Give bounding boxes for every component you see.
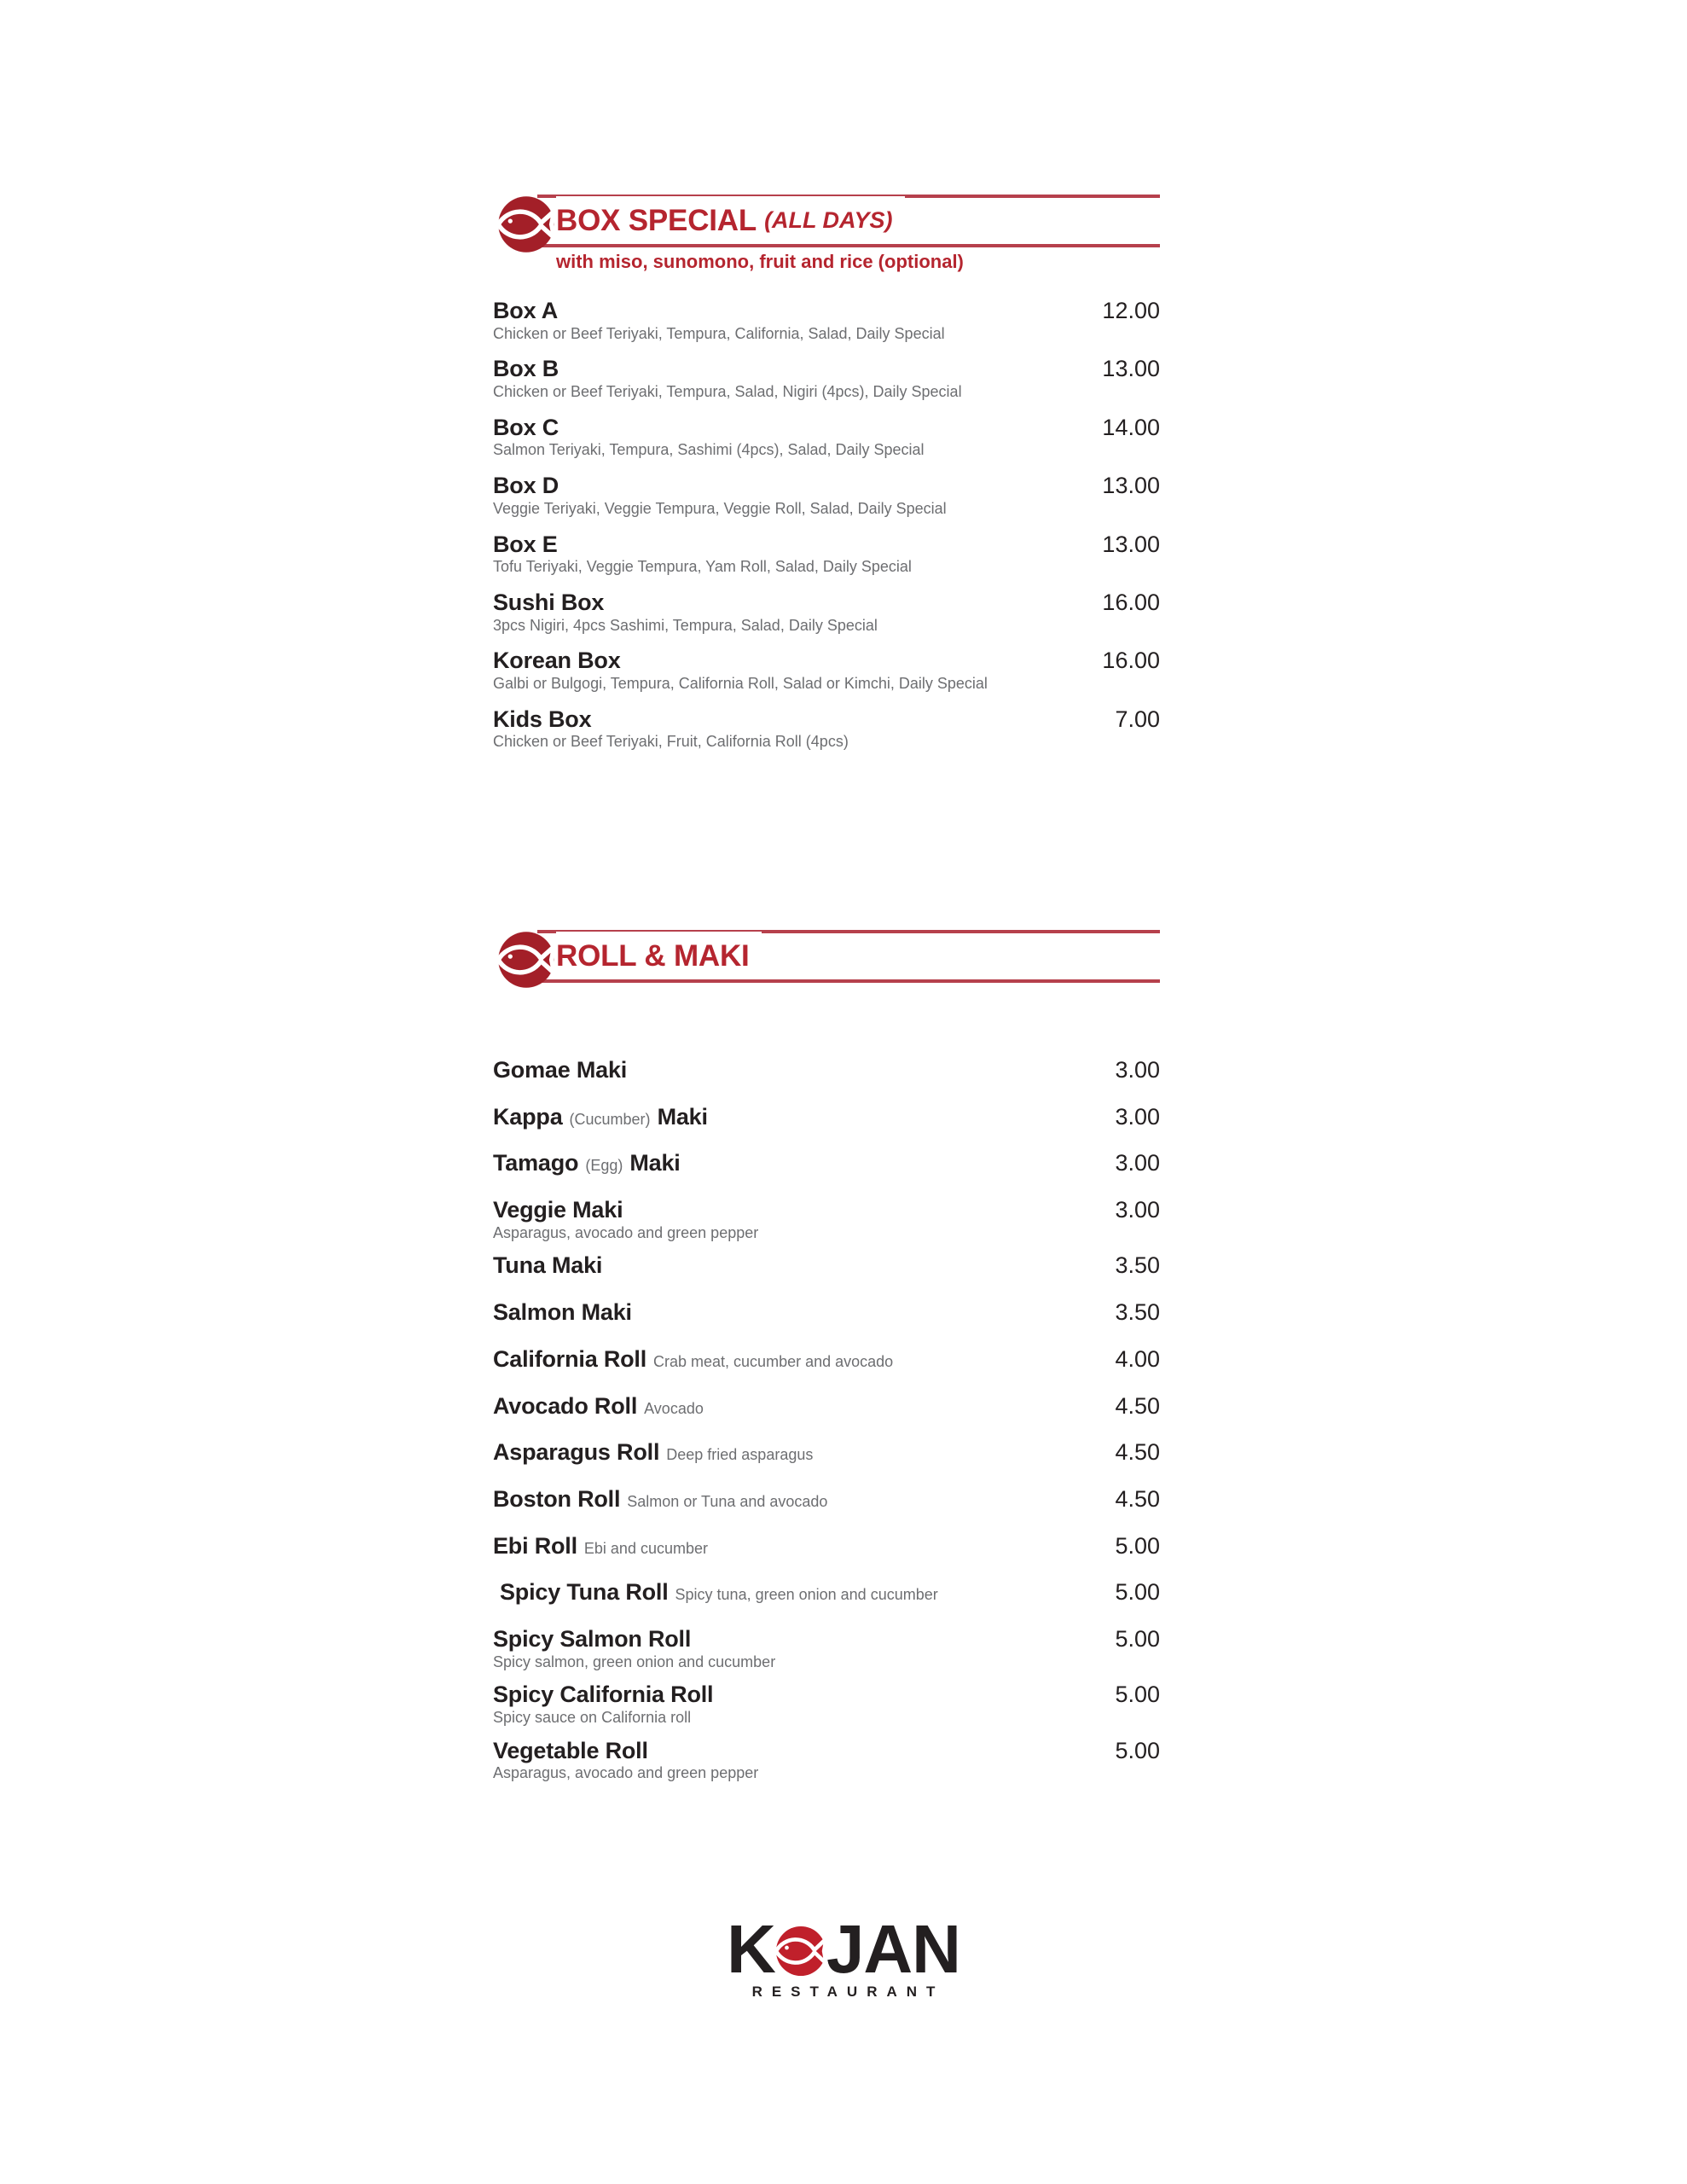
item-price: 4.00 [1115,1345,1160,1372]
menu-item [493,1300,1160,1326]
item-price: 4.50 [1115,1439,1160,1466]
item-name: Boston Roll [493,1485,621,1512]
section-header-box-special [493,184,1160,272]
item-name: Box E [493,531,558,557]
item-name-tail: Maki [629,1150,681,1176]
item-price: 4.50 [1115,1485,1160,1512]
item-price: 3.00 [1115,1103,1160,1130]
item-price: 5.00 [1115,1682,1160,1708]
item-name: Korean Box [493,648,621,674]
section-title-group [556,196,905,244]
item-name: California Roll [493,1345,647,1372]
section-title: ROLL & MAKI [556,938,750,973]
item-inline-note: Deep fried asparagus [666,1446,814,1464]
item-name: Tamago [493,1150,579,1176]
menu-item [493,707,1160,751]
item-price: 16.00 [1102,589,1160,615]
item-name: Tuna Maki [493,1252,603,1279]
item-name: Spicy California Roll [493,1682,714,1708]
item-price: 13.00 [1102,531,1160,557]
item-inline-note: Avocado [644,1399,704,1417]
item-name: Box C [493,414,559,440]
item-description: Tofu Teriyaki, Veggie Tempura, Yam Roll, Salad, Daily Special [493,558,912,576]
item-price: 16.00 [1102,648,1160,674]
menu-item [493,299,1160,342]
item-name: Spicy Salmon Roll [493,1625,692,1652]
item-description: Chicken or Beef Teriyaki, Tempura, California, Salad, Daily Special [493,324,945,342]
menu-item [493,1394,1160,1420]
item-price: 3.50 [1115,1299,1160,1326]
item-description: Veggie Teriyaki, Veggie Tempura, Veggie Roll, Salad, Daily Special [493,499,947,517]
item-name: Veggie Maki [493,1197,623,1223]
item-name: Box A [493,298,559,323]
item-description: Chicken or Beef Teriyaki, Tempura, Salad, Nigiri (4pcs), Daily Special [493,383,962,401]
brand-wordmark [727,1911,960,1987]
menu-item [493,1580,1160,1606]
menu-item [493,1198,1160,1241]
item-price: 3.00 [1115,1197,1160,1223]
item-price: 5.00 [1115,1532,1160,1559]
item-name: Vegetable Roll [493,1737,648,1763]
section-header-roll-maki [493,920,1160,998]
menu-item [493,648,1160,692]
item-name: Sushi Box [493,589,605,615]
item-price: 7.00 [1115,706,1160,732]
item-price: 3.50 [1115,1252,1160,1279]
item-name-tail: Maki [657,1103,708,1130]
item-description: Asparagus, avocado and green pepper [493,1764,759,1782]
item-price: 13.00 [1102,356,1160,382]
section-rule-bottom [537,244,1160,247]
menu-item [493,1627,1160,1670]
item-description: Spicy sauce on California roll [493,1709,692,1726]
menu-item [493,1682,1160,1726]
item-name: Box B [493,356,559,382]
item-description: 3pcs Nigiri, 4pcs Sashimi, Tempura, Salad, Daily Special [493,616,878,634]
brand-name-part2: JAN [826,1911,960,1987]
item-name: Avocado Roll [493,1392,638,1419]
item-price: 3.00 [1115,1057,1160,1083]
fish-in-circle-icon [493,191,559,258]
menu-item [493,1253,1160,1279]
item-description: Galbi or Bulgogi, Tempura, California Roll, Salad or Kimchi, Daily Special [493,674,988,692]
item-inline-note: Spicy tuna, green onion and cucumber [675,1586,938,1604]
menu-item [493,590,1160,634]
item-name: Kappa [493,1103,563,1130]
box-special-item-list [493,299,1160,765]
menu-item [493,1534,1160,1560]
item-inline-note: Crab meat, cucumber and avocado [653,1352,894,1370]
item-name: Ebi Roll [493,1532,577,1559]
item-description: Asparagus, avocado and green pepper [493,1223,759,1241]
item-price: 5.00 [1115,1579,1160,1606]
brand-subtitle: RESTAURANT [751,1984,945,2000]
item-name: Gomae Maki [493,1057,628,1083]
item-price: 13.00 [1102,473,1160,499]
item-inline-note: (Cucumber) [569,1110,651,1128]
item-name: Box D [493,473,559,499]
brand-logo [0,1911,1687,2001]
menu-item [493,1440,1160,1466]
menu-item [493,1151,1160,1176]
item-name: Spicy Tuna Roll [500,1579,669,1606]
item-inline-note: Salmon or Tuna and avocado [627,1492,828,1510]
item-inline-note: (Egg) [585,1157,623,1175]
item-description: Chicken or Beef Teriyaki, Fruit, California Roll (4pcs) [493,733,849,751]
item-price: 14.00 [1102,414,1160,440]
menu-item [493,415,1160,459]
section-title-group [556,932,762,979]
brand-name-part1: K [727,1911,775,1987]
menu-item [493,473,1160,517]
fish-in-circle-icon [493,926,559,993]
item-price: 4.50 [1115,1392,1160,1419]
menu-item [493,1058,1160,1083]
menu-item [493,532,1160,576]
item-price: 5.00 [1115,1625,1160,1652]
item-price: 12.00 [1102,298,1160,323]
menu-item [493,357,1160,400]
menu-item [493,1487,1160,1513]
item-name: Salmon Maki [493,1299,632,1326]
roll-maki-item-list [493,1058,1160,1782]
item-price: 3.00 [1115,1150,1160,1176]
section-rule-bottom [537,979,1160,983]
item-description: Spicy salmon, green onion and cucumber [493,1653,776,1670]
menu-item [493,1105,1160,1130]
item-description: Salmon Teriyaki, Tempura, Sashimi (4pcs), Salad, Daily Special [493,441,925,459]
menu-item [493,1347,1160,1373]
section-subtitle: with miso, sunomono, fruit and rice (optional) [556,251,964,272]
item-price: 5.00 [1115,1737,1160,1763]
item-name: Kids Box [493,706,592,732]
fish-in-circle-icon [773,1923,829,1979]
item-inline-note: Ebi and cucumber [583,1539,708,1557]
section-title: BOX SPECIAL [556,203,757,237]
item-name: Asparagus Roll [493,1439,660,1466]
section-title-suffix: (ALL DAYS) [764,206,893,233]
menu-item [493,1739,1160,1782]
